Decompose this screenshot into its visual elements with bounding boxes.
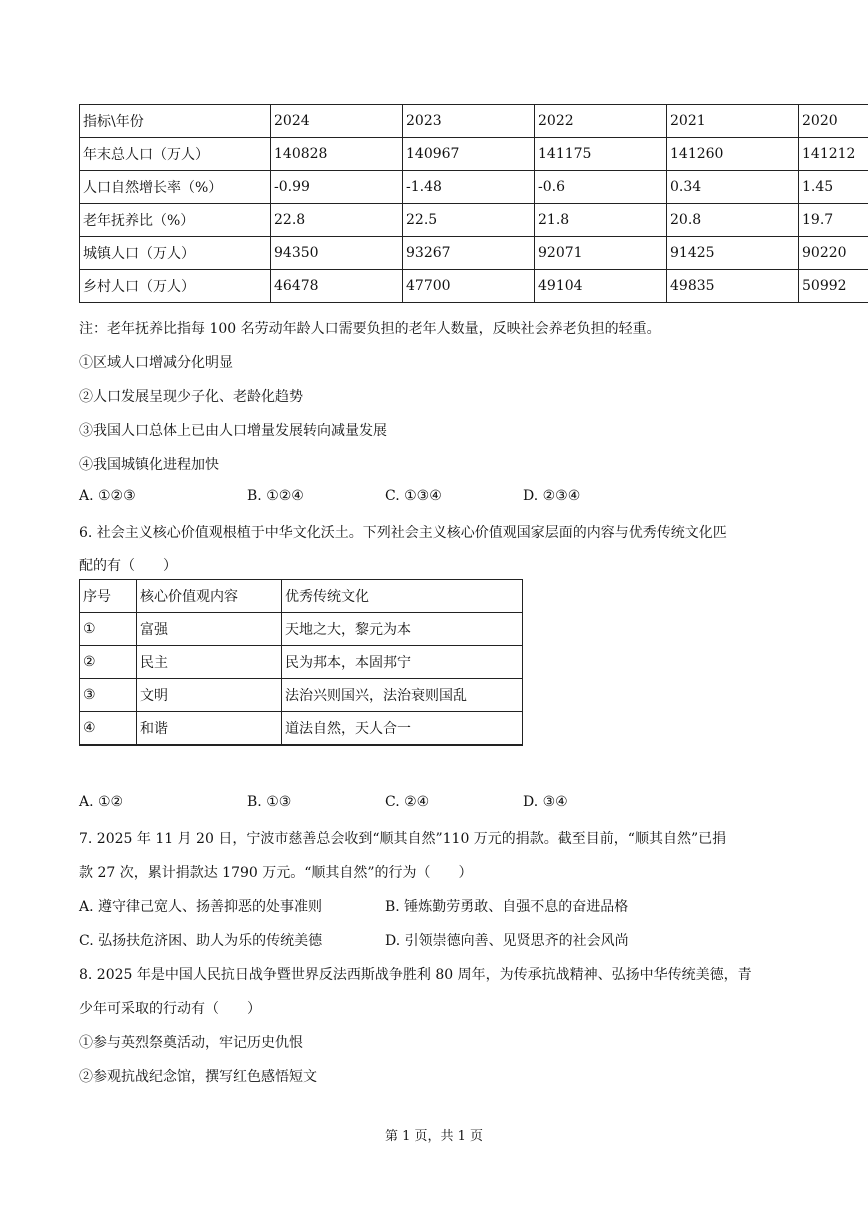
- values-cell: 天地之大，黎元为本: [282, 613, 523, 646]
- q7-option-a[interactable]: A. 遵守律己宽人、扬善抑恶的处事准则: [79, 899, 323, 915]
- q5-option-a[interactable]: A. ①②③: [79, 488, 136, 504]
- stats-cell: 1.45: [799, 171, 868, 204]
- core-values-table: [79, 579, 523, 746]
- stats-row-label: 指标\年份: [80, 105, 271, 138]
- stats-cell: 141212: [799, 138, 868, 171]
- q8-statement-2: ②参观抗战纪念馆，撰写红色感悟短文: [79, 1069, 317, 1085]
- stats-cell: 0.34: [667, 171, 799, 204]
- values-cell: ③: [80, 679, 137, 712]
- stats-cell: 47700: [403, 270, 535, 303]
- stats-cell: 2021: [667, 105, 799, 138]
- values-header-cell: 核心价值观内容: [137, 580, 282, 613]
- values-cell: 和谐: [137, 712, 282, 746]
- stats-row: [80, 270, 868, 303]
- stats-cell: 20.8: [667, 204, 799, 237]
- stats-cell: 50992: [799, 270, 868, 303]
- stats-cell: 141260: [667, 138, 799, 171]
- q8-stem-line2: 少年可采取的行动有（ ）: [79, 1001, 261, 1017]
- values-cell: 文明: [137, 679, 282, 712]
- stats-row-label: 乡村人口（万人）: [80, 270, 271, 303]
- values-cell: ②: [80, 646, 137, 679]
- values-header-cell: 优秀传统文化: [282, 580, 523, 613]
- stats-row: [80, 237, 868, 270]
- stats-cell: 2022: [535, 105, 667, 138]
- stats-cell: 94350: [271, 237, 403, 270]
- stats-cell: 93267: [403, 237, 535, 270]
- stats-cell: 141175: [535, 138, 667, 171]
- stats-cell: 2023: [403, 105, 535, 138]
- values-cell: 道法自然，天人合一: [282, 712, 523, 746]
- stats-cell: 22.5: [403, 204, 535, 237]
- population-stats-table: [79, 104, 868, 303]
- values-row: [80, 712, 523, 746]
- q7-option-b[interactable]: B. 锤炼勤劳勇敢、自强不息的奋进品格: [385, 899, 629, 915]
- q5-option-b[interactable]: B. ①②④: [247, 488, 304, 504]
- stats-header-row: [80, 105, 868, 138]
- table-note: 注：老年抚养比指每 100 名劳动年龄人口需要负担的老年人数量，反映社会养老负担的轻重。: [79, 321, 661, 337]
- stats-cell: 21.8: [535, 204, 667, 237]
- stats-row-label: 人口自然增长率（%）: [80, 171, 271, 204]
- q5-option-c[interactable]: C. ①③④: [385, 488, 442, 504]
- stats-cell: 49835: [667, 270, 799, 303]
- stats-cell: -0.99: [271, 171, 403, 204]
- stats-cell: 92071: [535, 237, 667, 270]
- q6-option-b[interactable]: B. ①③: [247, 794, 292, 810]
- stats-cell: 90220: [799, 237, 868, 270]
- stats-row: [80, 171, 868, 204]
- stats-cell: -0.6: [535, 171, 667, 204]
- stats-cell: 140828: [271, 138, 403, 171]
- values-cell: ④: [80, 712, 137, 746]
- values-cell: 民主: [137, 646, 282, 679]
- values-cell: ①: [80, 613, 137, 646]
- stats-cell: 2024: [271, 105, 403, 138]
- q8-stem-line1: 8. 2025 年是中国人民抗日战争暨世界反法西斯战争胜利 80 周年，为传承抗战精神、弘扬中华传统美德，青: [79, 967, 752, 983]
- stats-cell: 49104: [535, 270, 667, 303]
- values-row: [80, 679, 523, 712]
- stats-row-label: 老年抚养比（%）: [80, 204, 271, 237]
- statement-1: ①区域人口增减分化明显: [79, 355, 233, 371]
- q6-option-d[interactable]: D. ③④: [523, 794, 568, 810]
- values-cell: 法治兴则国兴，法治衰则国乱: [282, 679, 523, 712]
- q6-stem-line1: 6. 社会主义核心价值观根植于中华文化沃土。下列社会主义核心价值观国家层面的内容与优秀传统文化匹: [79, 525, 727, 541]
- stats-cell: 46478: [271, 270, 403, 303]
- stats-row: [80, 204, 868, 237]
- q7-option-c[interactable]: C. 弘扬扶危济困、助人为乐的传统美德: [79, 933, 323, 949]
- stats-cell: 91425: [667, 237, 799, 270]
- q7-option-d[interactable]: D. 引领崇德向善、见贤思齐的社会风尚: [385, 933, 629, 949]
- stats-cell: 140967: [403, 138, 535, 171]
- values-cell: 民为邦本，本固邦宁: [282, 646, 523, 679]
- values-row: [80, 613, 523, 646]
- q8-statement-1: ①参与英烈祭奠活动，牢记历史仇恨: [79, 1035, 303, 1051]
- statement-4: ④我国城镇化进程加快: [79, 457, 219, 473]
- q6-option-a[interactable]: A. ①②: [79, 794, 124, 810]
- stats-row-label: 年末总人口（万人）: [80, 138, 271, 171]
- values-header-row: [80, 580, 523, 613]
- stats-cell: 19.7: [799, 204, 868, 237]
- q6-option-c[interactable]: C. ②④: [385, 794, 430, 810]
- q7-stem-line1: 7. 2025 年 11 月 20 日，宁波市慈善总会收到“顺其自然”110 万元的捐款。截至目前，“顺其自然”已捐: [79, 831, 727, 847]
- stats-cell: 2020: [799, 105, 868, 138]
- values-cell: 富强: [137, 613, 282, 646]
- stats-row-label: 城镇人口（万人）: [80, 237, 271, 270]
- values-row: [80, 646, 523, 679]
- stats-cell: -1.48: [403, 171, 535, 204]
- values-header-cell: 序号: [80, 580, 137, 613]
- q6-stem-line2: 配的有（ ）: [79, 558, 177, 574]
- q5-option-d[interactable]: D. ②③④: [523, 488, 581, 504]
- stats-cell: 22.8: [271, 204, 403, 237]
- statement-3: ③我国人口总体上已由人口增量发展转向减量发展: [79, 423, 387, 439]
- statement-2: ②人口发展呈现少子化、老龄化趋势: [79, 389, 303, 405]
- stats-row: [80, 138, 868, 171]
- page-footer: 第 1 页，共 1 页: [384, 1129, 484, 1144]
- q7-stem-line2: 款 27 次，累计捐款达 1790 万元。“顺其自然”的行为（ ）: [79, 865, 473, 881]
